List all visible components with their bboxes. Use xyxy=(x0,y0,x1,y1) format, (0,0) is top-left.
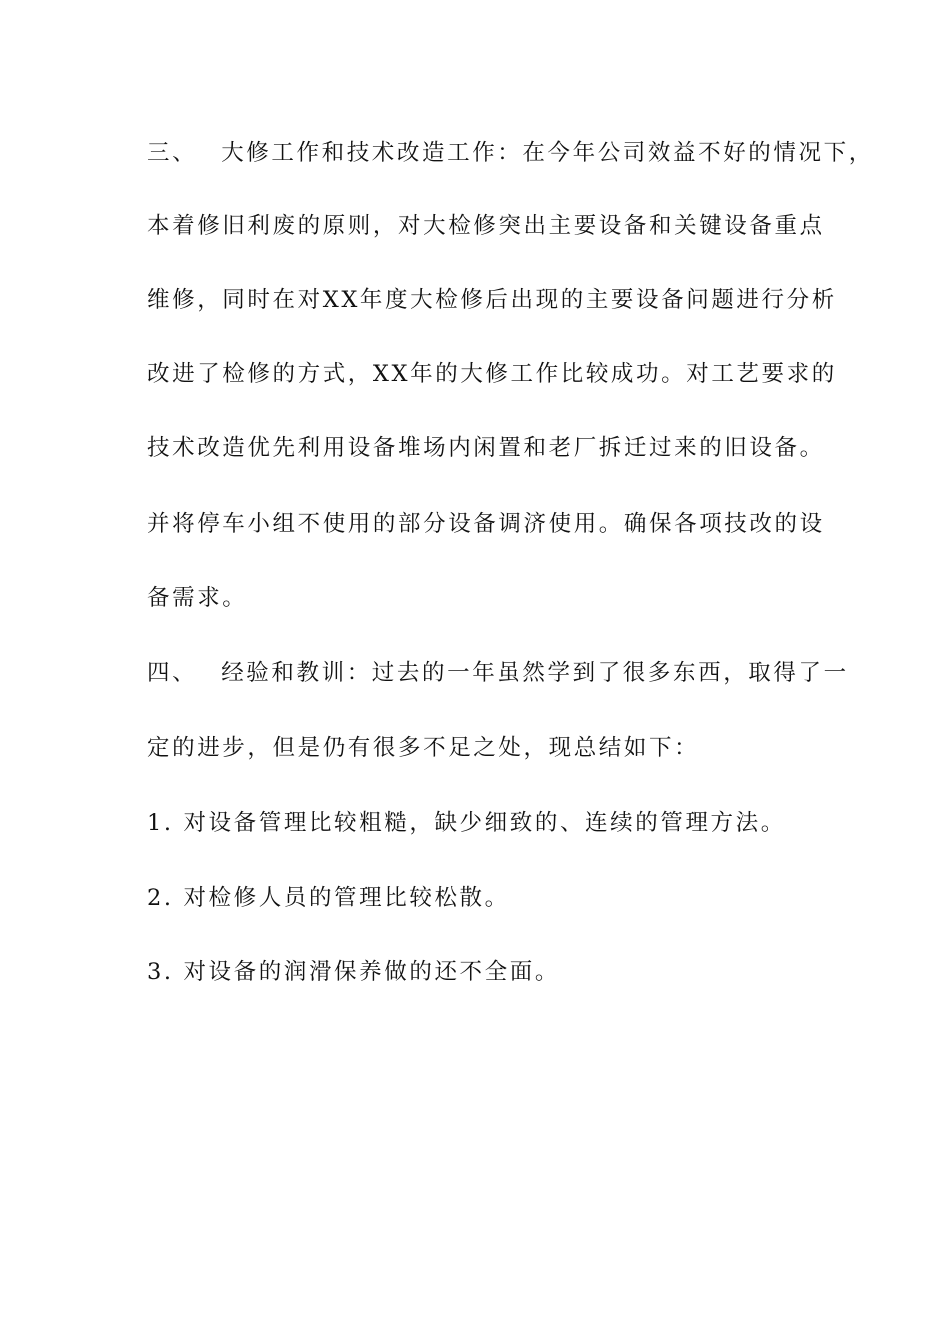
section-4-line-1: 经验和教训：过去的一年虽然学到了很多东西，取得了一 xyxy=(221,660,849,686)
section-3-line-2: 本着修旧利废的原则，对大检修突出主要设备和关键设备重点 xyxy=(147,213,825,239)
section-3-marker: 三、 xyxy=(147,140,198,166)
section-4-line-2: 定的进步，但是仍有很多不足之处，现总结如下： xyxy=(147,735,700,761)
section-4-heading-line xyxy=(147,658,849,688)
section-3-line-5: 技术改造优先利用设备堆场内闲置和老厂拆迁过来的旧设备。 xyxy=(147,435,825,461)
section-3-line-6: 并将停车小组不使用的部分设备调济使用。确保各项技改的设 xyxy=(147,511,825,537)
list-item-1 xyxy=(147,808,827,838)
section-4-marker: 四、 xyxy=(147,660,198,686)
section-3-line-7: 备需求。 xyxy=(147,585,248,611)
list-item-3-text: 对设备的润滑保养做的还不全面。 xyxy=(183,959,560,985)
list-item-2-text: 对检修人员的管理比较松散。 xyxy=(183,885,510,911)
list-item-2 xyxy=(147,883,827,913)
list-item-1-text: 对设备管理比较粗糙，缺少细致的、连续的管理方法。 xyxy=(183,810,786,836)
list-item-3 xyxy=(147,957,827,987)
section-3-heading-line xyxy=(147,138,874,168)
section-3-line-4: 改进了检修的方式，XX年的大修工作比较成功。对工艺要求的 xyxy=(147,361,837,387)
list-item-1-number: 1. xyxy=(147,810,174,836)
list-item-2-number: 2. xyxy=(147,885,174,911)
list-item-3-number: 3. xyxy=(147,959,174,985)
section-3-line-1: 大修工作和技术改造工作：在今年公司效益不好的情况下， xyxy=(221,140,874,166)
section-3-line-3: 维修，同时在对XX年度大检修后出现的主要设备问题进行分析 xyxy=(147,287,837,313)
